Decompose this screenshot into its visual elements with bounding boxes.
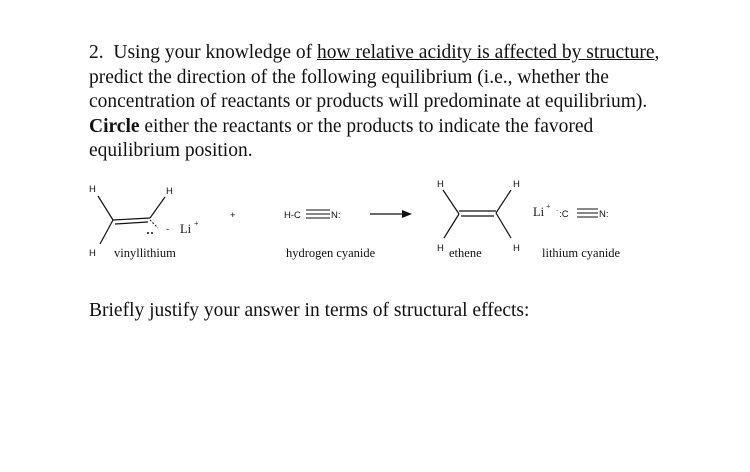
licn-anion-n: N: xyxy=(599,209,609,220)
question-intro: Using your knowledge of xyxy=(113,42,313,63)
hydrogen-cyanide-structure xyxy=(284,210,376,260)
hcn-formula-n: N: xyxy=(331,210,341,221)
vinyllithium-counterion-sup: + xyxy=(194,219,199,228)
licn-cation: Li xyxy=(533,205,545,219)
ethene-h-bottom-left: H xyxy=(437,243,444,254)
justify-prompt: Briefly justify your answer in terms of structural effects: xyxy=(89,300,530,321)
hcn-formula-hc: H-C xyxy=(284,210,301,221)
vinyllithium-name: vinyllithium xyxy=(114,246,176,260)
plus-sign: + xyxy=(230,210,236,221)
hcn-name: hydrogen cyanide xyxy=(286,246,376,260)
question-rest: , predict the direction of the following equilibrium (i.e., whether the concentration of reactants or products will predominate at equilibrium). xyxy=(89,42,660,112)
vinyllithium-structure xyxy=(89,184,199,260)
ethene-h-top-right: H xyxy=(513,179,520,190)
lithium-cyanide-structure xyxy=(533,202,621,260)
question-number: 2. xyxy=(89,42,104,63)
licn-anion-c: ˙:C xyxy=(556,209,569,220)
ethene-h-top-left: H xyxy=(437,179,444,190)
ethene-name: ethene xyxy=(449,246,482,260)
licn-cation-sup: + xyxy=(546,202,551,211)
licn-name: lithium cyanide xyxy=(542,246,621,260)
reaction-arrow xyxy=(370,210,412,218)
vinyllithium-h-top-right: H xyxy=(166,186,173,197)
vinyllithium-counterion: Li xyxy=(180,222,192,236)
question-tail: either the reactants or the products to indicate the favored equilibrium position. xyxy=(89,115,594,161)
ethene-h-bottom-right: H xyxy=(513,243,520,254)
vinyllithium-charge: - xyxy=(166,224,170,235)
ethene-structure xyxy=(437,179,520,260)
question-underlined: how relative acidity is affected by structure xyxy=(317,42,655,63)
vinyllithium-h-bottom: H xyxy=(89,248,96,259)
vinyllithium-h-top-left: H xyxy=(89,184,96,195)
question-bold: Circle xyxy=(89,115,140,137)
